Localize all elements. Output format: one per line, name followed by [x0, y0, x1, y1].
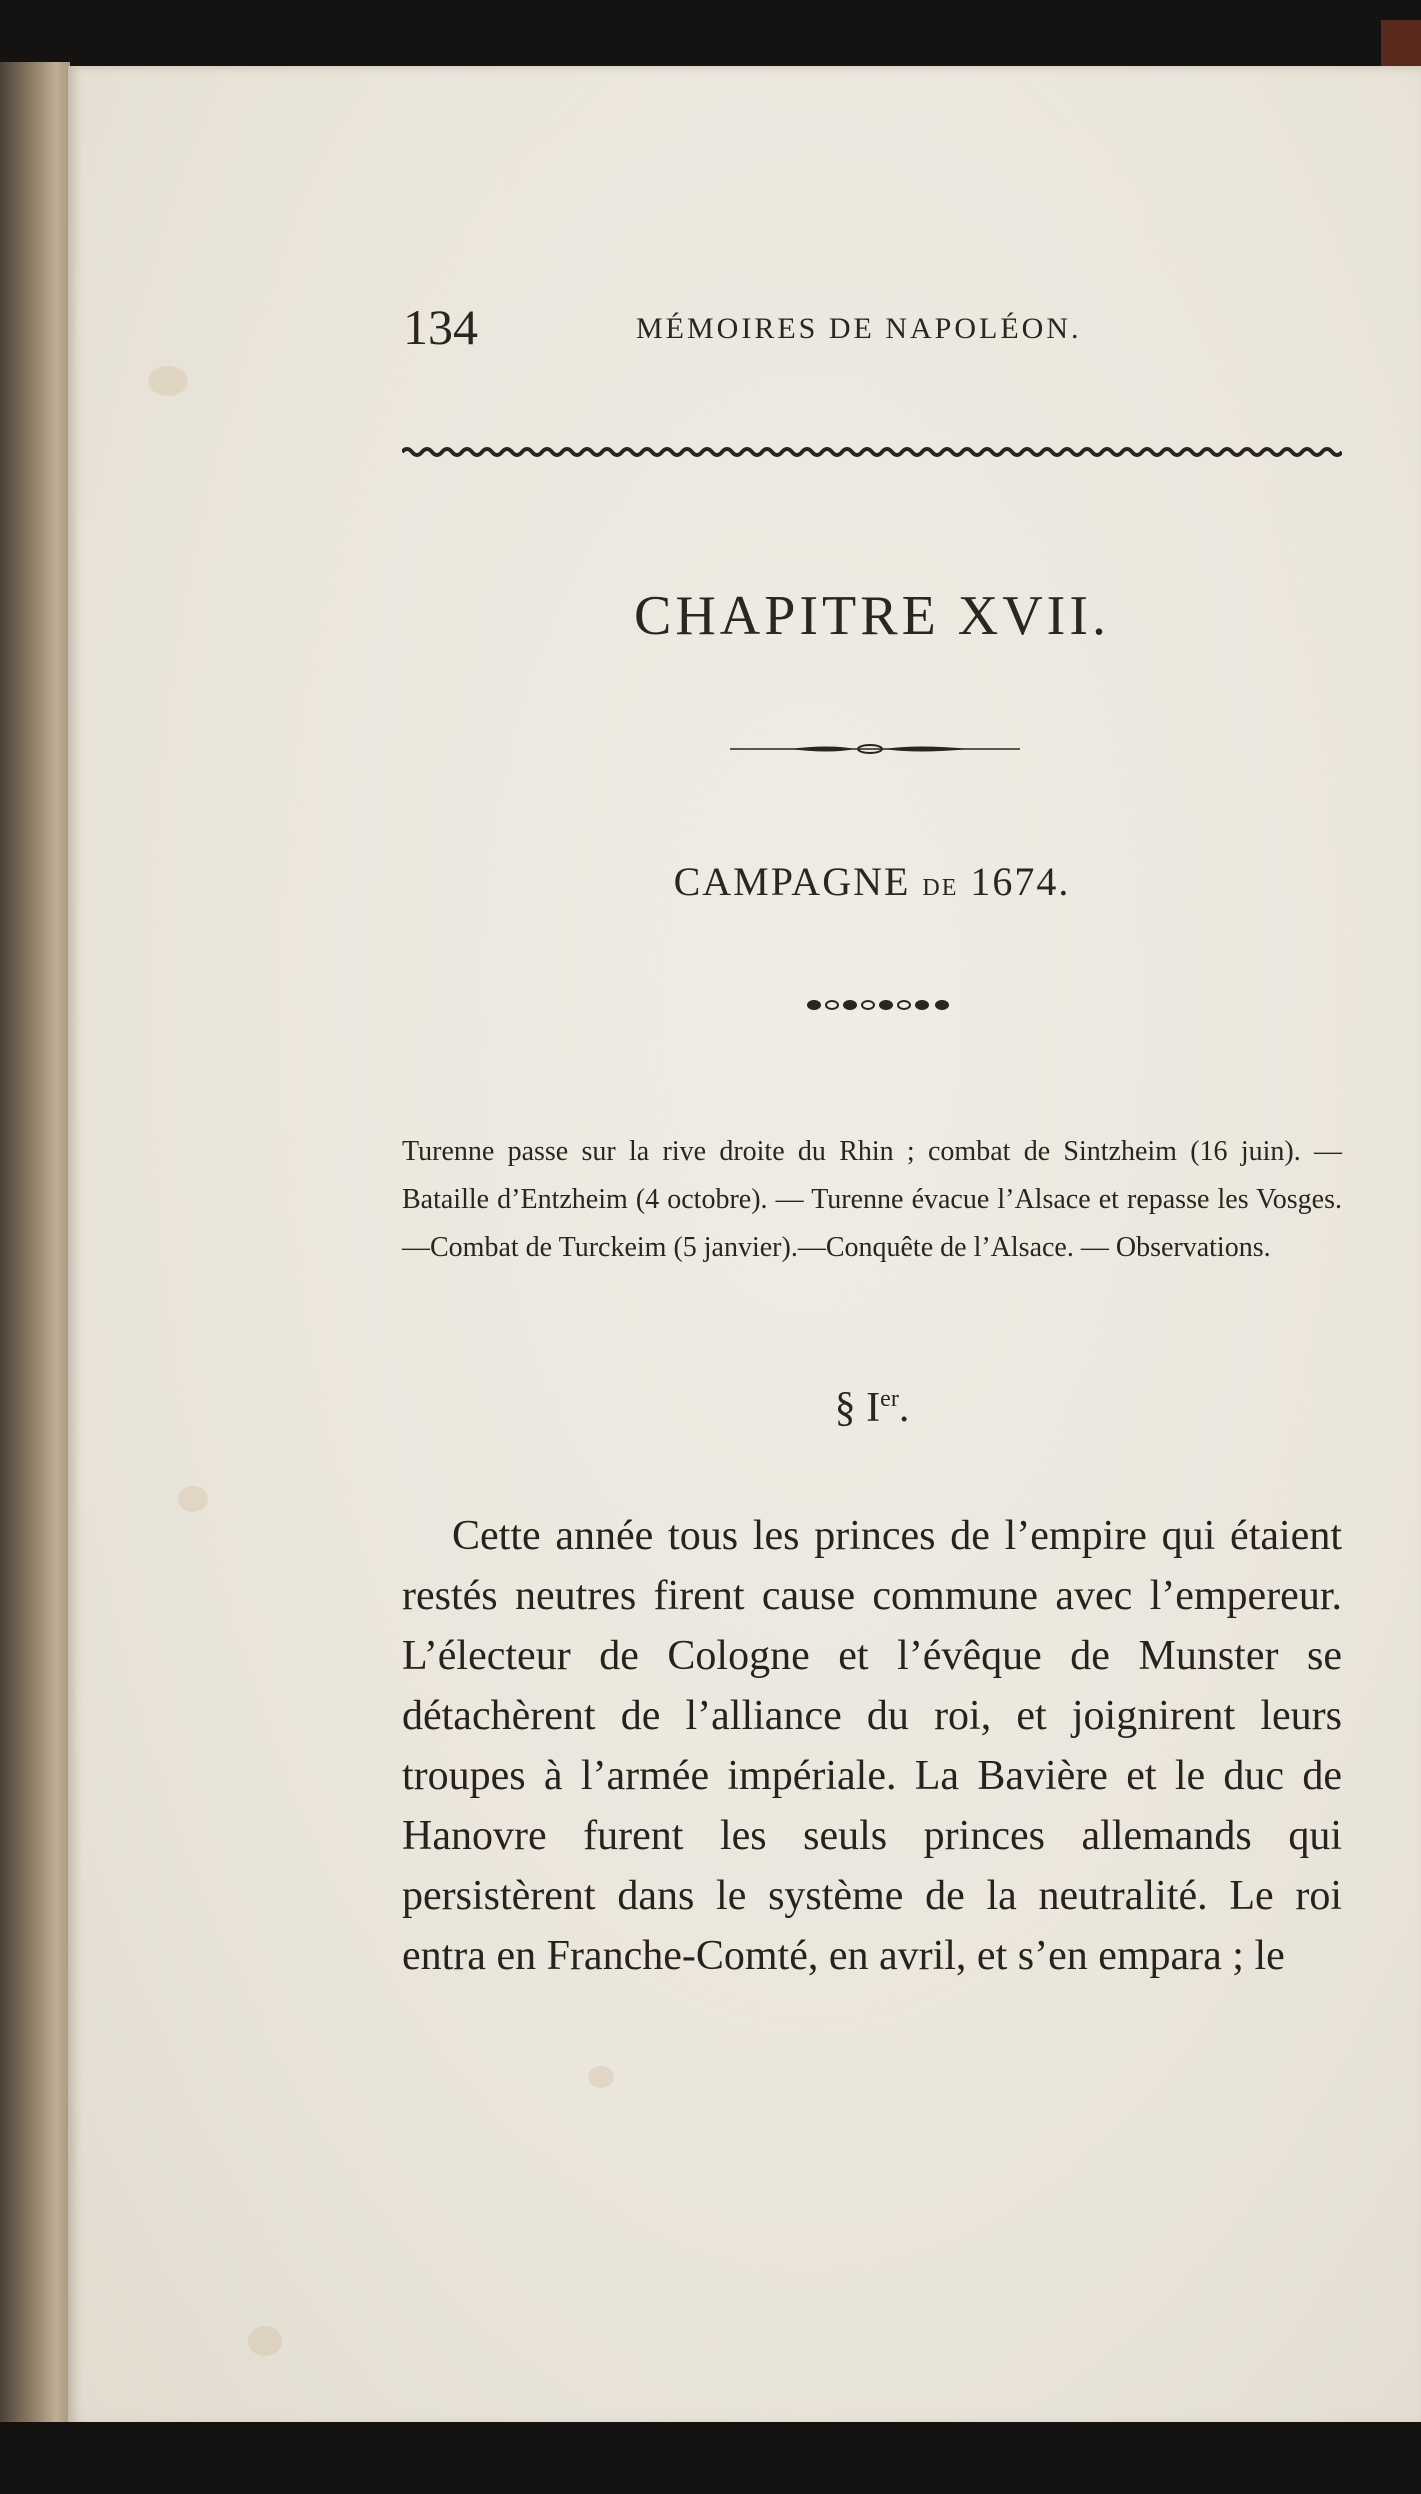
running-head: MÉMOIRES DE NAPOLÉON.: [636, 312, 1082, 345]
section-superscript: er: [880, 1386, 899, 1412]
book-page-edges: [0, 62, 70, 2424]
scan-background-top: [0, 0, 1421, 70]
body-text: [402, 1506, 1342, 1986]
paper-stain: [178, 1486, 208, 1512]
chapter-summary: Turenne passe sur la rive droite du Rhin ; combat de Sintzheim (16 juin). — Bataille d’Entzheim (4 octobre). — Turenne évacue l’Alsace et repasse les Vosges.—Combat de Turckeim (5 janvier).—Conquête de l’Alsace. — Observations.: [402, 1136, 1342, 1263]
wavy-rule-divider: [402, 444, 1342, 460]
body-paragraph: Cette année tous les princes de l’empire qui étaient restés neutres firent cause commune avec l’empereur. L’électeur de Cologne et l’évêque de Munster se détachèrent de l’alliance du roi, et joignirent leurs troupes à l’armée impériale. La Bavière et le duc de Hanovre furent les seuls princes allemands qui persistèrent dans le système de la neutralité. Le roi entra en Franche-Comté, en avril, et s’en empara ; le: [402, 1513, 1342, 1979]
paper-stain: [248, 2326, 282, 2356]
scan-background-bottom: [0, 2422, 1421, 2494]
page-number: 134: [403, 299, 478, 355]
campaign-title-year: 1674.: [970, 859, 1071, 904]
campaign-title: [402, 858, 1342, 905]
section-suffix: .: [898, 1385, 910, 1431]
paper-stain: [148, 366, 188, 396]
ornamental-rule: [730, 742, 1020, 756]
section-mark: § I: [834, 1385, 881, 1431]
chapter-title: CHAPITRE XVII.: [634, 585, 1110, 647]
campaign-title-main: CAMPAGNE: [673, 859, 911, 904]
campaign-title-de: DE: [922, 875, 959, 901]
section-heading: [402, 1384, 1342, 1432]
paper-stain: [588, 2066, 614, 2088]
beaded-ornament: [804, 998, 954, 1012]
